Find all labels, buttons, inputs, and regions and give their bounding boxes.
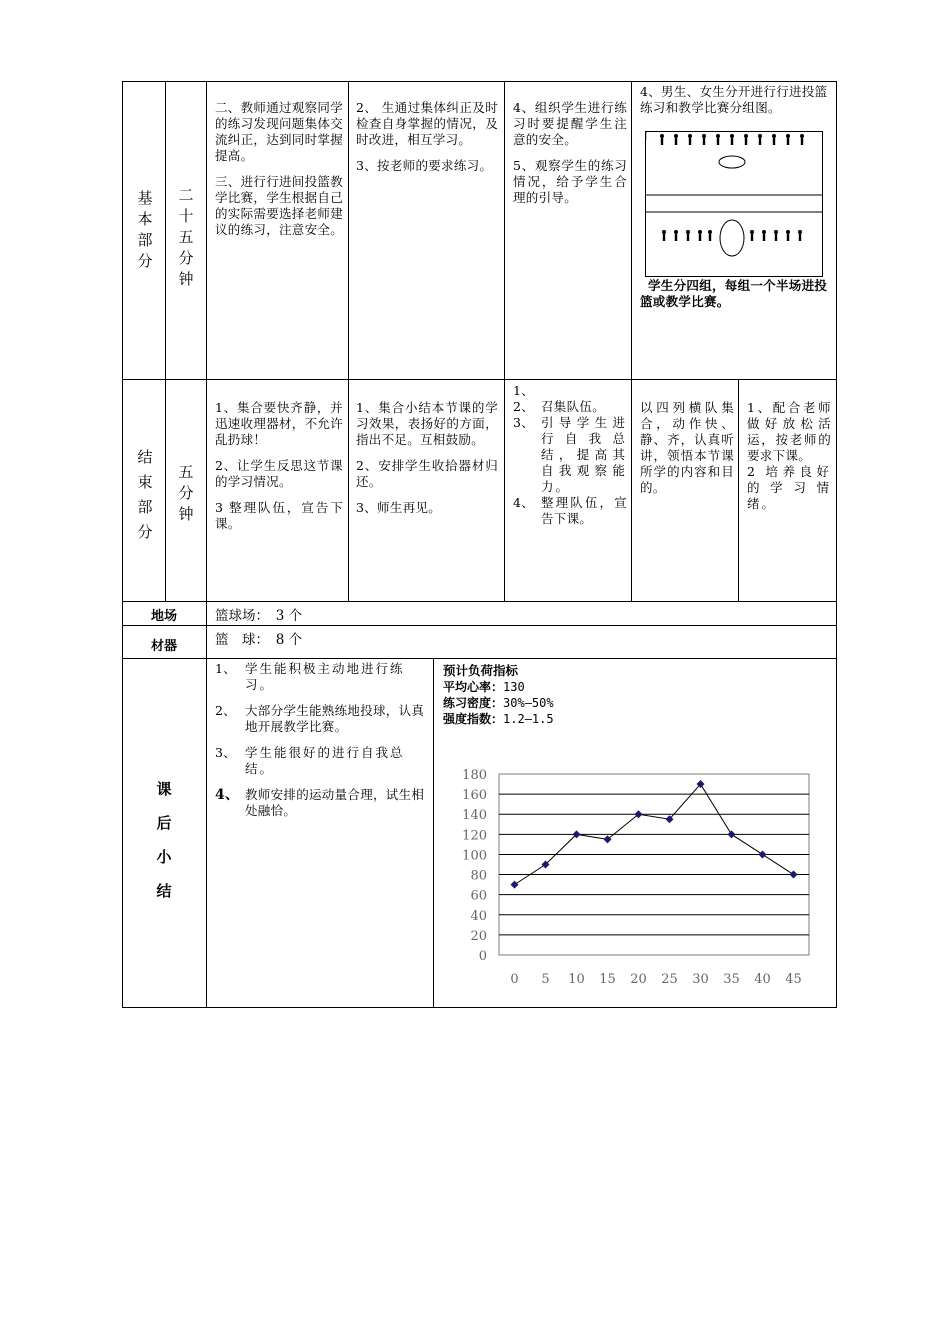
ending-teacher-item: 1、集合小结本节课的学习效果，表扬好的方面，指出不足。互相鼓励。 [356,400,498,447]
court-caption: 学生分四组，每组一个半场进投篮或教学比赛。 [640,278,828,309]
basic-section-label: 基 本 部 分 [137,189,153,270]
summary-label: 课 后 小 结 [156,780,172,900]
basic-section-time: 二 十 五 分 钟 [178,186,194,288]
y-tick-label: 140 [462,808,487,824]
x-tick-label: 35 [723,972,740,987]
x-tick-label: 40 [754,972,771,987]
x-tick-label: 20 [630,972,647,987]
x-tick-label: 25 [661,972,678,987]
basic-organization-text: 4、男生、女生分开进行行进投篮练习和教学比赛分组图。 [640,84,828,115]
ending-content-item: 1、集合要快齐静，并迅速收理器材，不允许乱扔球！ [215,400,344,447]
summary-item: 4、 教师安排的运动量合理，试生相处融恰。 [215,787,425,818]
y-tick-label: 80 [470,868,487,884]
basic-teacher-item: 4、组织学生进行练习时要提醒学生注意的安全。 [513,100,627,147]
heart-rate-value: 130 [503,680,525,694]
x-tick-label: 15 [599,972,616,987]
ending-content-item: 2、让学生反思这节课的学习情况。 [215,458,343,489]
equipment-label: 材器 [150,639,177,654]
ending-requirement-item: 1、配合老师做好放松活运，按老师的要求下课。 [747,400,831,463]
x-tick-label: 5 [541,972,550,987]
x-tick-label: 0 [510,972,519,987]
venue-label: 地场 [150,609,177,624]
data-point [728,830,736,838]
x-tick-label: 30 [692,972,709,987]
x-tick-label: 45 [785,972,802,987]
ending-section-label: 结 束 部 分 [137,448,153,541]
y-tick-label: 180 [462,768,487,783]
heart-rate-label: 平均心率： [443,680,504,694]
y-tick-label: 0 [478,949,487,964]
load-indicators [443,663,554,727]
density-label: 练习密度： [443,696,504,710]
data-point [759,850,767,858]
ending-content [215,400,343,542]
basic-teacher-activity [513,100,627,216]
ending-teacher-activity [356,400,498,526]
y-tick-label: 40 [470,908,487,924]
summary-item: 1、 学生能积极主动地进行练习。 [215,661,405,692]
data-point [511,881,519,889]
ending-teacher-item: 3、师生再见。 [356,500,442,515]
basic-content [215,100,343,248]
intensity-label: 强度指数： [443,712,504,726]
venue-value: 篮球场： 3 个 [215,608,303,624]
heart-rate-chart [440,760,830,995]
basic-content-item: 二、教师通过观察同学的练习发现问题集体交流纠正，达到同时掌握提高。 [215,100,344,163]
summary-item: 3、 学生能很好的进行自我总结。 [215,745,405,776]
x-tick-label: 10 [568,972,585,987]
court-diagram [645,131,823,277]
y-tick-label: 120 [462,828,487,844]
basic-student-activity [356,100,498,184]
ending-requirements [747,400,831,522]
ending-requirement-item: 2 培养良好的学习情绪。 [747,464,831,511]
summary-item: 2、 大部分学生能熟练地投球，认真地开展教学比赛。 [215,703,425,734]
y-tick-label: 160 [462,788,487,804]
summary-list [215,661,427,829]
y-tick-label: 20 [470,928,487,944]
y-tick-label: 60 [470,888,487,904]
equipment-value: 篮 球： 8 个 [215,632,303,648]
ending-formation: 以四列横队集合，动作快、静、齐，认真听讲，领悟本节课所学的内容和目的。 [640,400,734,495]
data-point [790,871,798,879]
basic-student-item: 3、按老师的要求练习。 [356,158,493,173]
ending-organization: 1、 2、 召集队伍。 3、 引导学生进行自我总结，提高其自我观察能力。 4、 整理队伍，宣告下课。 [513,383,627,526]
intensity-value: 1.2—1.5 [503,712,554,726]
ending-content-item: 3 整理队伍，宣告下课。 [215,500,343,531]
basic-teacher-item: 5、观察学生的练习情况，给予学生合理的引导。 [513,158,627,205]
ending-teacher-item: 2、安排学生收拾器材归还。 [356,458,498,489]
basic-student-item: 2、 生通过集体纠正及时检查自身掌握的情况，及时改进，相互学习。 [356,100,498,147]
ending-section-time: 五 分 钟 [178,463,194,523]
density-value: 30%—50% [503,696,554,710]
player-icons [645,131,647,140]
y-tick-label: 100 [462,848,487,864]
basic-content-item: 三、进行行进间投篮教学比赛，学生根据自己的实际需要选择老师建议的练习，注意安全。 [215,174,344,237]
load-title: 预计负荷指标 [443,663,519,678]
